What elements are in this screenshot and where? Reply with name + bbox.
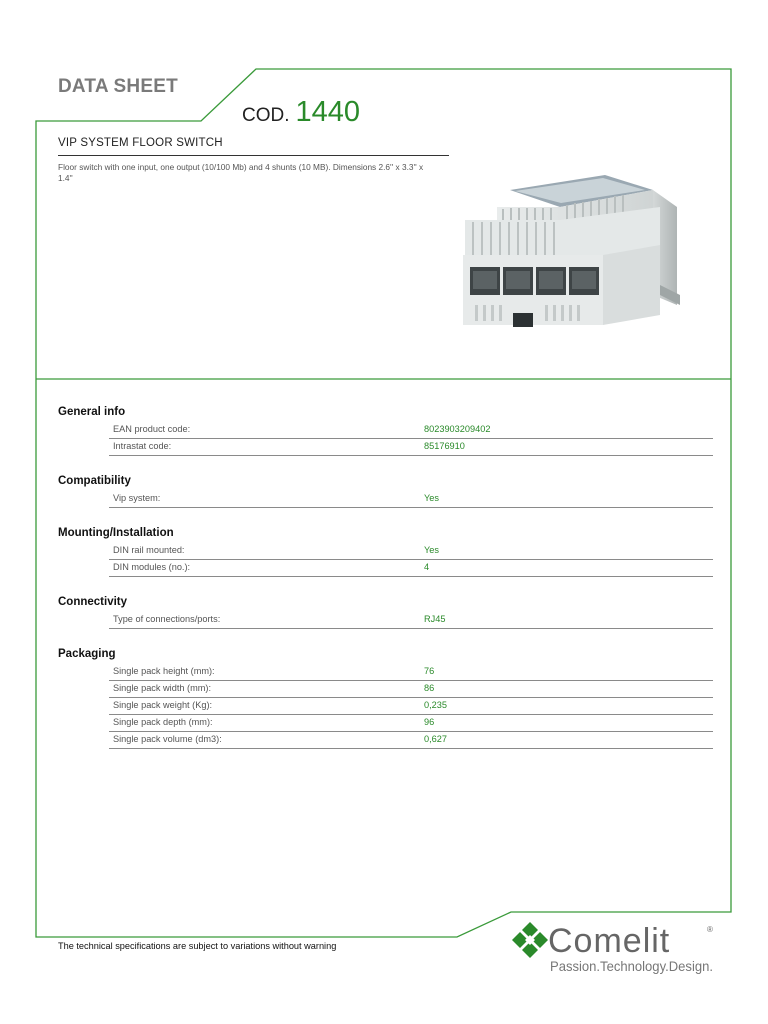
spec-value: 86	[424, 683, 435, 693]
spec-label: Type of connections/ports:	[113, 614, 221, 624]
spec-section-packaging	[58, 647, 713, 749]
brand-wordmark: Comelit	[548, 922, 671, 960]
spec-label: DIN modules (no.):	[113, 562, 191, 572]
spec-value: 4	[424, 562, 430, 572]
spec-label: Single pack height (mm):	[113, 666, 215, 676]
spec-row	[109, 491, 713, 508]
spec-label: Vip system:	[113, 493, 161, 503]
product-code-number: 1440	[295, 96, 361, 128]
spec-row	[109, 543, 713, 560]
spec-row	[109, 560, 713, 577]
spec-value: 0,235	[424, 700, 447, 710]
spec-row	[109, 715, 713, 732]
specifications	[58, 400, 713, 749]
spec-label: Intrastat code:	[113, 441, 172, 451]
spec-section-mounting-installation	[58, 526, 713, 577]
spec-value: Yes	[424, 545, 439, 555]
spec-row	[109, 732, 713, 749]
spec-value: Yes	[424, 493, 439, 503]
brand-tagline: Passion.Technology.Design.	[550, 958, 713, 974]
spec-row	[109, 698, 713, 715]
spec-row	[109, 612, 713, 629]
registered-mark: ®	[707, 925, 713, 934]
spec-row	[109, 439, 713, 456]
spec-value: 0,627	[424, 734, 447, 744]
spec-value: 96	[424, 717, 435, 727]
spec-label: Single pack volume (dm3):	[113, 734, 222, 744]
spec-value: RJ45	[424, 614, 446, 624]
spec-label: Single pack depth (mm):	[113, 717, 213, 727]
section-heading: Compatibility	[58, 475, 131, 487]
section-heading: General info	[58, 406, 126, 418]
spec-row	[109, 664, 713, 681]
spec-value: 76	[424, 666, 435, 676]
product-description: Floor switch with one input, one output (10/100 Mb) and 4 shunts (10 MB). Dimensions 2.6'' x 3.3'' x 1.4''	[58, 162, 424, 183]
product-image	[455, 145, 690, 360]
product-code	[242, 96, 360, 129]
spec-value: 8023903209402	[424, 424, 491, 434]
spec-section-compatibility	[58, 474, 713, 508]
document-title: DATA SHEET	[58, 76, 178, 97]
product-name: VIP SYSTEM FLOOR SWITCH	[58, 137, 223, 149]
spec-label: Single pack width (mm):	[113, 683, 212, 693]
product-code-label: COD.	[242, 105, 290, 126]
spec-section-general-info	[58, 405, 713, 456]
product-name-divider	[58, 155, 449, 156]
footer-disclaimer: The technical specifications are subject to variations without warning	[58, 941, 337, 951]
section-heading: Connectivity	[58, 596, 128, 608]
comelit-logo	[510, 920, 720, 976]
spec-row	[109, 422, 713, 439]
spec-label: Single pack weight (Kg):	[113, 700, 213, 710]
spec-row	[109, 681, 713, 698]
spec-section-connectivity	[58, 595, 713, 629]
spec-label: DIN rail mounted:	[113, 545, 185, 555]
spec-label: EAN product code:	[113, 424, 191, 434]
spec-value: 85176910	[424, 441, 465, 451]
section-heading: Mounting/Installation	[58, 527, 174, 539]
comelit-mark-icon	[512, 922, 548, 958]
section-heading: Packaging	[58, 648, 116, 660]
